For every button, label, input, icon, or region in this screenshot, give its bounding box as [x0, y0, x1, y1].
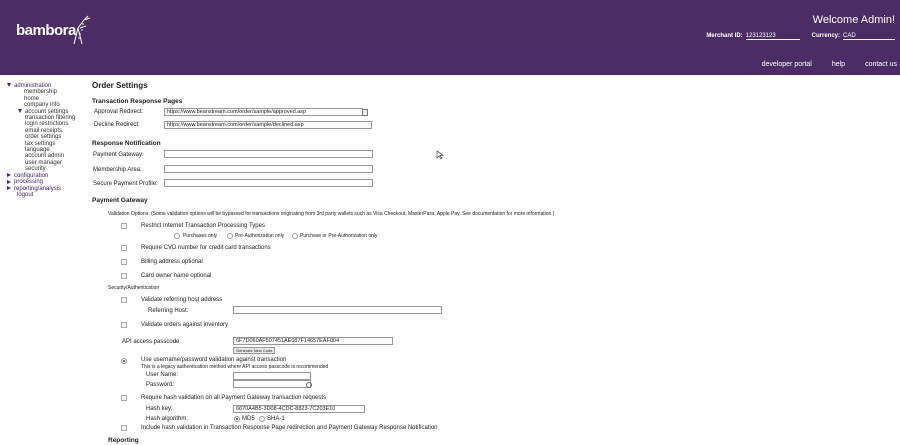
sidebar-item-label: administration: [14, 83, 52, 89]
top-nav: [762, 61, 897, 68]
sidebar-item-label: user manager: [25, 159, 63, 166]
password-label: Password:: [146, 382, 175, 388]
bambora-logo[interactable]: bambora: [16, 22, 76, 39]
hash-key-input[interactable]: 6670A4B5-3D08-4CDC-8823-7C203E10: [233, 405, 365, 413]
approval-redirect-label: Approval Redirect:: [94, 109, 144, 115]
sidebar-item-label: tax settings: [25, 140, 56, 147]
merchant-id-label: Merchant ID:: [706, 33, 743, 39]
card-owner-optional-label: Card owner name optional: [141, 273, 212, 279]
caret-right-icon[interactable]: [7, 180, 11, 184]
secure-payment-profile-label: Secure Payment Profile:: [93, 181, 158, 187]
generate-code-button[interactable]: Generate New Code: [233, 347, 275, 354]
purchase-or-preauth-radio[interactable]: [292, 233, 298, 239]
restrict-types-checkbox[interactable]: [121, 223, 127, 229]
sidebar-item-label: company info: [24, 102, 60, 109]
sidebar-item-label: account settings: [25, 108, 69, 115]
payment-gateway-heading: Payment Gateway: [92, 197, 148, 204]
caret-down-icon[interactable]: [18, 109, 22, 113]
merchant-id-field[interactable]: 123123123: [746, 32, 800, 40]
sidebar-nav: [7, 83, 87, 198]
api-passcode-input[interactable]: 6F7D060AF507451AE087F14657EAF004: [233, 337, 393, 345]
response-notification-heading: Response Notification: [92, 140, 161, 147]
require-cvd-checkbox[interactable]: [121, 245, 127, 251]
giraffe-icon: [70, 14, 94, 48]
currency-field[interactable]: CAD: [843, 32, 895, 40]
billing-optional-checkbox[interactable]: [121, 259, 127, 265]
sidebar-item-label: order settings: [25, 134, 62, 141]
membership-area-input[interactable]: [164, 165, 373, 173]
referring-host-label: Referring Host:: [148, 308, 189, 314]
sidebar-item-label: logout: [17, 191, 34, 198]
page-title: Order Settings: [92, 81, 148, 90]
sha1-label: SHA-1: [267, 416, 285, 422]
merchant-bar: [706, 32, 895, 40]
show-password-icon[interactable]: [306, 382, 312, 388]
sidebar-item-label: language: [25, 147, 50, 154]
sidebar-item-label: reporting/analysis: [14, 185, 62, 192]
user-name-label: User Name:: [146, 372, 179, 378]
include-hash-label: Include hash validation in Transaction Response Page redirection and Payment Gateway Response Notification: [141, 425, 438, 431]
currency-label: Currency:: [811, 33, 840, 39]
hash-algorithm-label: Hash algorithm:: [146, 416, 189, 422]
nav-contact-us[interactable]: contact us: [865, 61, 897, 68]
preauth-only-label: Pre-Authorization only: [235, 233, 285, 239]
nav-developer-portal[interactable]: developer portal: [761, 61, 812, 68]
require-hash-checkbox[interactable]: [121, 395, 127, 401]
trp-heading: Transaction Response Pages: [92, 98, 183, 105]
secure-payment-profile-input[interactable]: [164, 179, 373, 187]
caret-down-icon[interactable]: [7, 83, 11, 87]
validate-orders-checkbox[interactable]: [121, 322, 127, 328]
purchase-only-label: Purchases only: [183, 233, 218, 239]
membership-area-label: Membership Area:: [93, 167, 142, 173]
validate-orders-label: Validate orders against inventory: [141, 322, 228, 328]
approval-redirect-input[interactable]: https://www.beanstream.com/order/sample/approved.asp: [164, 108, 363, 116]
sidebar-item-label: configuration: [14, 172, 49, 179]
validate-referring-label: Validate referring host address: [141, 297, 223, 303]
document-icon[interactable]: [362, 109, 368, 116]
sidebar-item-label: transaction filtering: [25, 115, 76, 122]
validation-options-note: Validation Options: (Some validation options will be bypassed for transactions originating from 3rd party wallets such as Visa Checkout, MasterPass, Apple Pay. See documentation for more information.): [108, 211, 555, 217]
md5-radio[interactable]: [234, 416, 240, 422]
sha1-radio[interactable]: [259, 416, 265, 422]
purchase-or-preauth-label: Purchase or Pre-Authorization only: [300, 233, 378, 239]
caret-right-icon[interactable]: [7, 173, 11, 177]
payment-gateway-input[interactable]: [164, 150, 373, 158]
validate-referring-checkbox[interactable]: [121, 297, 127, 303]
sidebar-item-logout[interactable]: [7, 192, 87, 198]
userpass-label: Use username/password validation against transaction: [141, 357, 287, 363]
referring-host-input[interactable]: [233, 306, 442, 314]
include-hash-checkbox[interactable]: [121, 425, 127, 431]
billing-optional-label: Billing address optional: [141, 259, 203, 265]
sidebar-item-label: security: [25, 166, 46, 173]
sidebar-item-label: home: [24, 95, 40, 102]
hash-key-label: Hash key:: [146, 406, 173, 412]
sidebar-item-label: login restrictions: [25, 121, 69, 128]
top-header: [0, 0, 900, 75]
purchase-only-radio[interactable]: [174, 233, 180, 239]
nav-help[interactable]: help: [831, 61, 846, 68]
restrict-types-label: Restrict Internet Transaction Processing Types: [141, 223, 265, 229]
api-passcode-label: API access passcode: [122, 339, 180, 345]
decline-redirect-label: Decline Redirect:: [94, 122, 140, 128]
caret-right-icon[interactable]: [7, 186, 11, 190]
require-hash-label: Require hash validation on all Payment Gateway transaction requests: [141, 395, 327, 401]
decline-redirect-input[interactable]: https://www.beanstream.com/order/sample/declined.asp: [164, 121, 372, 129]
reporting-heading: Reporting: [108, 437, 139, 444]
require-cvd-label: Require CVD number for credit card transactions: [141, 245, 271, 251]
card-owner-optional-checkbox[interactable]: [121, 273, 127, 279]
mouse-pointer-icon: [436, 150, 444, 160]
md5-label: MD5: [242, 416, 255, 422]
sidebar-item-label: account admin: [25, 153, 65, 160]
preauth-only-radio[interactable]: [227, 233, 233, 239]
password-input[interactable]: [233, 380, 311, 388]
welcome-text: Welcome Admin!: [812, 14, 895, 26]
payment-gateway-label: Payment Gateway:: [93, 152, 144, 158]
sidebar-item-label: processing: [14, 179, 44, 186]
sidebar-item-label: membership: [24, 89, 58, 96]
userpass-radio[interactable]: [121, 358, 127, 364]
user-name-input[interactable]: [233, 372, 311, 380]
security-heading: Security/Authentication: [108, 285, 160, 291]
sidebar-item-label: email receipts: [25, 127, 63, 134]
legacy-note: This is a legacy authentication method where API access passcode is recommended: [141, 364, 329, 370]
